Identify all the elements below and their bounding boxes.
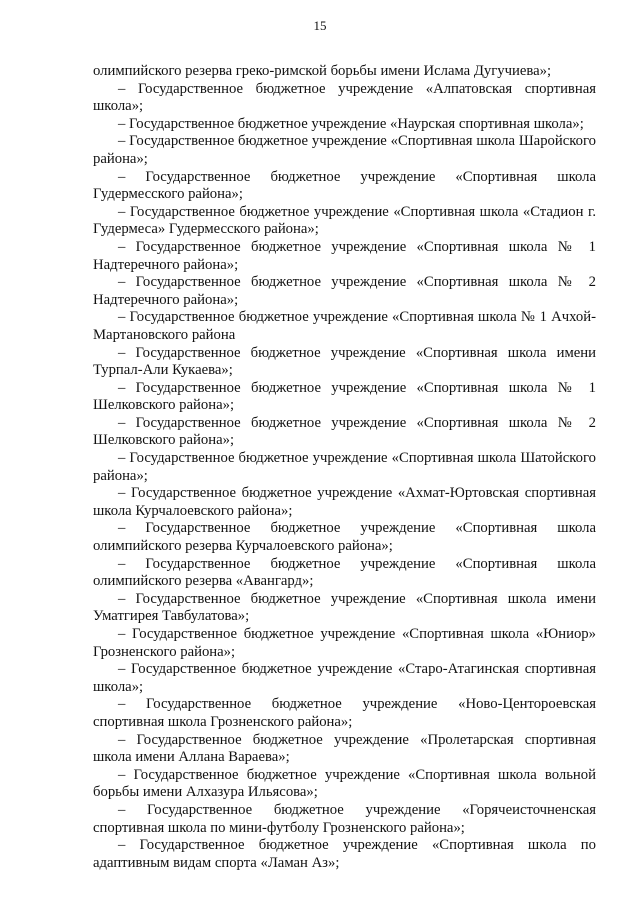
paragraph-4: – Государственное бюджетное учреждение «Спортивная школа Шаройского района»; <box>93 133 596 167</box>
page-number: 15 <box>313 18 327 33</box>
paragraph-11: – Государственное бюджетное учреждение «Спортивная школа № 1 Шелковского района»; <box>93 379 596 414</box>
paragraph-2: – Государственное бюджетное учреждение «Алпатовская спортивная школа»; <box>93 80 596 115</box>
paragraph-1: олимпийского резерва греко-римской борьбы имени Ислама Дугучиева»; <box>93 63 552 79</box>
paragraph-3: – Государственное бюджетное учреждение «Наурская спортивная школа»; <box>118 115 584 132</box>
document-body <box>93 63 596 872</box>
paragraph-18: – Государственное бюджетное учреждение «Спортивная школа «Юниор» Грозненского района»; <box>93 626 596 660</box>
paragraph-20: – Государственное бюджетное учреждение «Ново-Центороевская спортивная школа Грозненского района»; <box>93 696 596 730</box>
paragraph-7: – Государственное бюджетное учреждение «Спортивная школа № 1 Надтеречного района»; <box>93 238 596 273</box>
paragraph-6: – Государственное бюджетное учреждение «Спортивная школа «Стадион г. Гудермеса» Гудермесского района»; <box>93 203 596 238</box>
paragraph-10: – Государственное бюджетное учреждение «Спортивная школа имени Турпал-Али Кукаева»; <box>93 344 596 379</box>
paragraph-22: – Государственное бюджетное учреждение «Спортивная школа вольной борьбы имени Алхазура Ильясова»; <box>93 766 596 801</box>
paragraph-23: – Государственное бюджетное учреждение «Горячеисточненская спортивная школа по мини-футболу Грозненского района»; <box>93 801 596 836</box>
paragraph-13: – Государственное бюджетное учреждение «Спортивная школа Шатойского района»; <box>93 450 596 484</box>
paragraph-12: – Государственное бюджетное учреждение «Спортивная школа № 2 Шелковского района»; <box>93 414 596 449</box>
paragraph-21: – Государственное бюджетное учреждение «Пролетарская спортивная школа имени Аллана Вараева»; <box>93 731 596 766</box>
paragraph-8: – Государственное бюджетное учреждение «Спортивная школа № 2 Надтеречного района»; <box>93 274 596 308</box>
paragraph-24: – Государственное бюджетное учреждение «Спортивная школа по адаптивным видам спорта «Ламан Аз»; <box>93 837 596 871</box>
paragraph-14: – Государственное бюджетное учреждение «Ахмат-Юртовская спортивная школа Курчалоевского района»; <box>93 485 596 519</box>
paragraph-5: – Государственное бюджетное учреждение «Спортивная школа Гудермесского района»; <box>93 168 596 203</box>
paragraph-15: – Государственное бюджетное учреждение «Спортивная школа олимпийского резерва Курчалоевского района»; <box>93 520 596 555</box>
paragraph-19: – Государственное бюджетное учреждение «Старо-Атагинская спортивная школа»; <box>93 661 596 695</box>
paragraph-17: – Государственное бюджетное учреждение «Спортивная школа имени Уматгирея Тавбулатова»; <box>93 590 596 625</box>
paragraph-16: – Государственное бюджетное учреждение «Спортивная школа олимпийского резерва «Авангард»; <box>93 555 596 590</box>
paragraph-9: – Государственное бюджетное учреждение «Спортивная школа № 1 Ачхой-Мартановского района <box>93 309 596 343</box>
